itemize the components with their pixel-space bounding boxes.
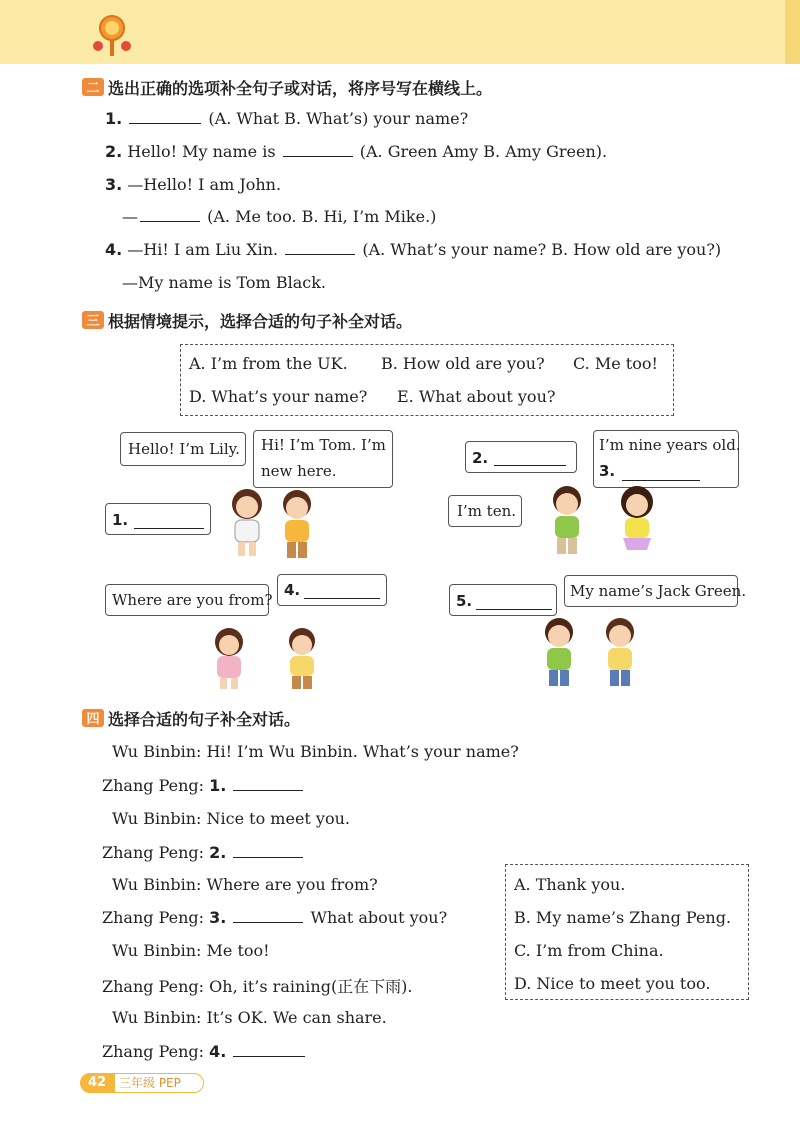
bubble-blank-1 [105,503,211,535]
item-number: 3. [209,908,227,927]
answer-blank[interactable] [233,921,303,923]
dialog-text: Hi! I’m Wu Binbin. What’s your name? [206,742,519,761]
item-number: 4. [209,1042,227,1061]
girl-where-illustration [207,626,251,690]
answer-blank[interactable] [140,220,200,222]
section3-options-box [180,344,674,416]
dialog-text: Where are you from? [206,875,378,894]
speaker: Zhang Peng: [102,843,205,862]
page-number: 42 [80,1073,114,1093]
item-number: 2. [105,142,123,161]
item-number: 1. [209,776,227,795]
s2-item-3 [105,175,281,194]
dialog-line-7 [112,941,270,960]
section3-title-text: 根据情境提示，选择合适的句子补全对话。 [108,312,413,331]
s2-item-4-response [122,273,326,292]
bubble-text: Where are you from? [112,591,273,609]
item-number: 2. [209,843,227,862]
s2-item-2 [105,142,607,161]
answer-blank[interactable] [476,608,552,610]
bubble-text: Hello! I’m Lily. [128,440,240,458]
answer-blank[interactable] [134,527,204,529]
dialog-line-9 [112,1008,387,1027]
boy-ten-illustration [545,484,589,556]
dialog-text: Nice to meet you. [206,809,350,828]
girl-lily-illustration [225,486,269,558]
item-text: (A. What’s your name? B. How old are you?) [362,240,722,259]
section2-title [82,76,492,99]
speaker: Zhang Peng: [102,977,205,996]
item-text: — [122,207,138,226]
section4-title-text: 选择合适的句子补全对话。 [108,710,301,729]
item-number: 1. [105,109,123,128]
bubble-number: 2. [472,449,489,467]
section3-title [82,309,412,332]
answer-blank[interactable] [285,253,355,255]
bubble-text: I’m nine years old. [599,436,741,454]
speaker: Wu Binbin: [112,875,202,894]
answer-blank[interactable] [283,155,353,157]
s2-item-3-response [122,207,436,226]
option-b: B. My name’s Zhang Peng. [514,908,732,927]
boy-answer-illustration [280,626,324,690]
answer-blank[interactable] [233,856,303,858]
boy-jack-illustration [598,616,642,688]
magnifier-icon [88,12,136,60]
bubble-jack [564,575,747,607]
dialog-line-2 [102,776,305,795]
bubble-number: 4. [284,581,301,599]
item-text: (A. Me too. B. Hi, I’m Mike.) [207,207,437,226]
dialog-line-5 [112,875,378,894]
item-text: (A. What B. What’s) your name? [208,109,469,128]
speaker: Zhang Peng: [102,908,205,927]
grade-label: 三年级 PEP [114,1073,204,1093]
section4-badge-icon [82,709,104,727]
section2-badge-icon [82,78,104,96]
speaker: Zhang Peng: [102,776,205,795]
section3-badge-text: 三 [86,314,100,329]
boy-asker-illustration [537,616,581,688]
answer-blank[interactable] [233,1055,305,1057]
answer-blank[interactable] [304,597,380,599]
speaker: Wu Binbin: [112,809,202,828]
bubble-text: My name’s Jack Green. [570,582,747,600]
option-c: C. Me too! [573,354,658,373]
option-e: E. What about you? [397,387,556,406]
option-b: B. How old are you? [381,354,545,373]
item-text: Hello! My name is [127,142,276,161]
dialog-line-8 [102,974,413,997]
option-a: A. Thank you. [514,875,626,894]
bubble-tom [253,430,393,488]
section3-badge-icon [82,311,104,329]
s2-item-1 [105,109,468,128]
dialog-line-6 [102,908,447,927]
speaker: Wu Binbin: [112,1008,202,1027]
section4-badge-text: 四 [86,712,100,727]
section2-title-text: 选出正确的选项补全句子或对话，将序号写在横线上。 [108,79,493,98]
option-d: D. Nice to meet you too. [514,974,711,993]
dialog-text: It’s OK. We can share. [206,1008,387,1027]
dialog-line-3 [112,809,350,828]
bubble-text: I’m ten. [457,502,517,520]
dialog-line-1 [112,742,519,761]
item-text: —My name is Tom Black. [122,273,326,292]
answer-blank[interactable] [494,464,566,466]
item-number: 4. [105,240,123,259]
s2-item-4 [105,240,721,259]
bubble-blank-2 [465,441,577,473]
answer-blank[interactable] [622,479,700,481]
bubble-lily [120,432,246,466]
option-d: D. What’s your name? [189,387,368,406]
bubble-blank-5 [449,584,557,616]
dialog-text: Oh, it’s raining(正在下雨). [209,977,413,996]
bubble-number: 3. [599,462,616,480]
speaker: Wu Binbin: [112,941,202,960]
bubble-blank-4 [277,574,387,606]
answer-blank[interactable] [233,789,303,791]
section4-options-box [505,864,749,1000]
bubble-number: 5. [456,592,473,610]
item-text: —Hello! I am John. [127,175,282,194]
boy-tom-illustration [275,488,319,560]
bubble-text: new here. [261,462,337,480]
bubble-where [105,584,273,616]
bubble-ten [448,495,522,527]
answer-blank[interactable] [129,122,201,124]
dialog-text: What about you? [310,908,448,927]
option-a: A. I’m from the UK. [189,354,348,373]
bubble-text: Hi! I’m Tom. I’m [261,436,386,454]
speaker: Wu Binbin: [112,742,202,761]
dialog-line-10 [102,1042,307,1061]
bubble-nine [593,430,739,488]
section2-badge-text: 二 [86,81,100,96]
dialog-text: Me too! [206,941,270,960]
speaker: Zhang Peng: [102,1042,205,1061]
item-number: 3. [105,175,123,194]
section4-title [82,707,300,730]
item-text: —Hi! I am Liu Xin. [127,240,279,259]
girl-nine-illustration [615,484,659,556]
dialog-line-4 [102,843,305,862]
item-text: (A. Green Amy B. Amy Green). [359,142,608,161]
bubble-number: 1. [112,511,129,529]
header-band-edge [785,0,800,64]
option-c: C. I’m from China. [514,941,664,960]
